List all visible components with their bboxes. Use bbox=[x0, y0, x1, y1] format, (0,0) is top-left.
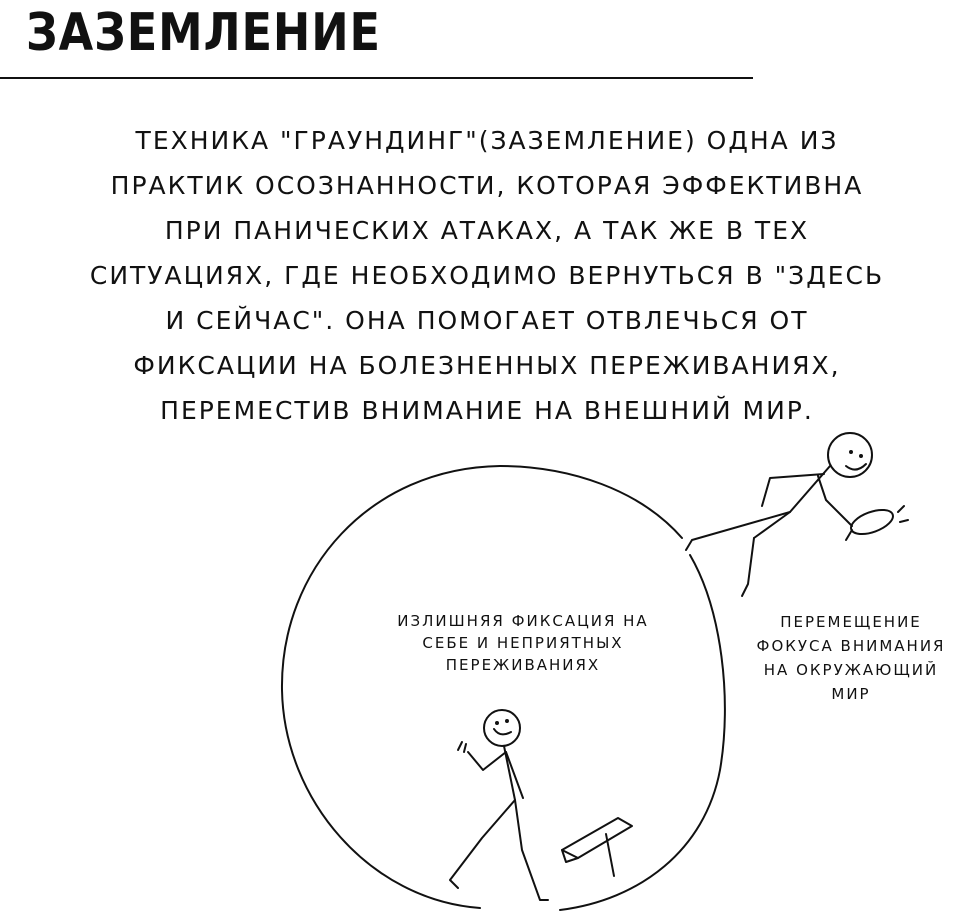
page-title: ЗАЗЕМЛЕНИЕ bbox=[26, 3, 381, 63]
self-fixation-caption bbox=[356, 610, 690, 676]
caption-line: ПЕРЕМЕЩЕНИЕ bbox=[780, 613, 922, 631]
intro-line: СИТУАЦИЯХ, ГДЕ НЕОБХОДИМО ВЕРНУТЬСЯ В "ЗДЕСЬ bbox=[89, 261, 885, 290]
intro-line: ПРИ ПАНИЧЕСКИХ АТАКАХ, А ТАК ЖЕ В ТЕХ bbox=[164, 216, 810, 245]
signpost-icon bbox=[562, 818, 632, 876]
intro-line: ПЕРЕМЕСТИВ ВНИМАНИЕ НА ВНЕШНИЙ МИР. bbox=[160, 396, 814, 425]
caption-line: НА ОКРУЖАЮЩИЙ bbox=[763, 661, 939, 679]
caption-line: ИЗЛИШНЯЯ ФИКСАЦИЯ НА bbox=[397, 612, 649, 630]
attention-shift-caption bbox=[730, 610, 972, 706]
self-focus-circle bbox=[282, 466, 725, 910]
intro-line: ТЕХНИКА "ГРАУНДИНГ"(ЗАЗЕМЛЕНИЕ) ОДНА ИЗ bbox=[135, 126, 839, 155]
caption-line: ФОКУСА ВНИМАНИЯ bbox=[756, 637, 946, 655]
intro-line: И СЕЙЧАС". ОНА ПОМОГАЕТ ОТВЛЕЧЬСЯ ОТ bbox=[165, 306, 809, 335]
intro-line: ПРАКТИК ОСОЗНАННОСТИ, КОТОРАЯ ЭФФЕКТИВНА bbox=[110, 171, 864, 200]
caption-line: ПЕРЕЖИВАНИЯХ bbox=[445, 656, 601, 674]
caption-line: СЕБЕ И НЕПРИЯТНЫХ bbox=[422, 634, 624, 652]
outer-stick-figure bbox=[686, 433, 908, 596]
intro-line: ФИКСАЦИИ НА БОЛЕЗНЕННЫХ ПЕРЕЖИВАНИЯХ, bbox=[133, 351, 841, 380]
caption-line: МИР bbox=[831, 685, 871, 703]
inner-stick-figure bbox=[450, 710, 548, 900]
